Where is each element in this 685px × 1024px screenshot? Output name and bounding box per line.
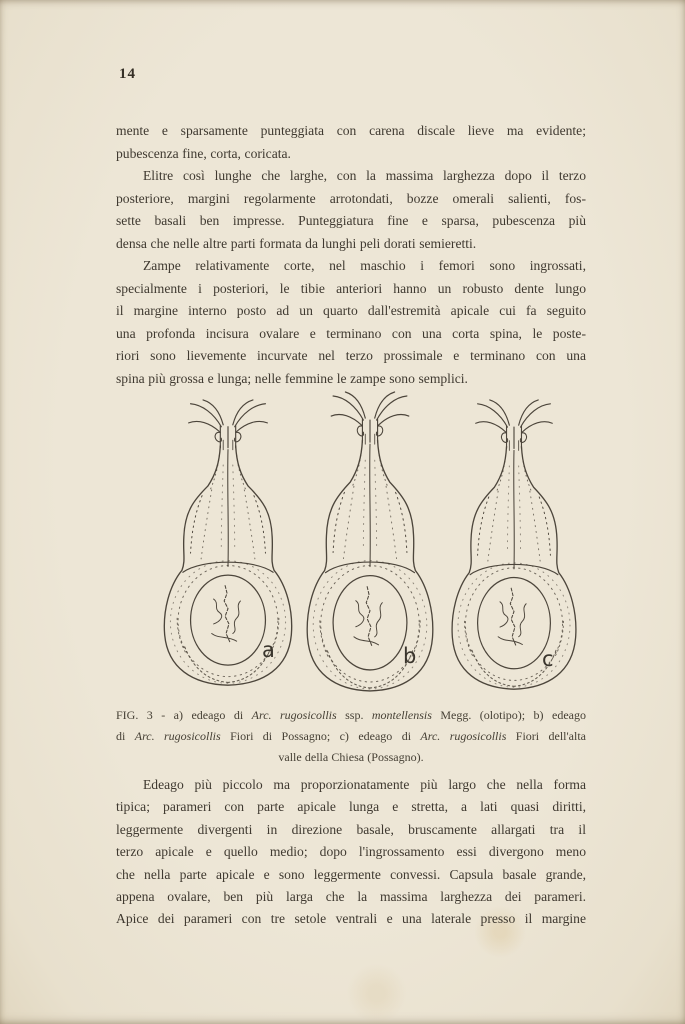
text-line: leggermente divergenti in direzione basale, bruscamente allargati tra il: [116, 821, 586, 837]
figure-label-b: b: [403, 644, 417, 668]
text-line: posteriore, margini regolarmente arrotondati, bozze omerali salienti, fos-: [116, 190, 586, 206]
body-text-lower: [116, 774, 586, 931]
text-line: Apice dei parameri con tre setole ventrali e una laterale presso il margine: [116, 911, 586, 927]
figure-3: [0, 390, 685, 706]
caption-line: FIG. 3 - a) edeago di Arc. rugosicollis ssp. montellensis Megg. (olotipo); b) edeago: [116, 708, 586, 722]
paragraph-2: [116, 165, 586, 255]
paragraph-3: [116, 255, 586, 390]
body-text-upper: [116, 120, 586, 390]
page-number: 14: [119, 66, 136, 82]
figure-caption: [116, 705, 586, 768]
text-line: sette basali ben impresse. Punteggiatura fine e sparsa, pubescenza più: [116, 213, 586, 228]
text-line: specialmente i posteriori, le tibie anteriori hanno un robusto dente lungo: [116, 280, 586, 296]
text-line: che nella parte apicale e sono leggermente convessi. Capsula basale grande,: [116, 866, 586, 882]
caption-line: di Arc. rugosicollis Fiori di Possagno; c) edeago di Arc. rugosicollis Fiori dell'alta: [116, 729, 586, 743]
text-line: mente e sparsamente punteggiata con carena discale lieve ma evidente;: [116, 123, 586, 138]
text-line: tipica; parameri con parte apicale lunga e stretta, a lati quasi diritti,: [116, 799, 586, 815]
caption-line: valle della Chiesa (Possagno).: [278, 750, 424, 764]
aedeagus-drawing-c: [444, 398, 584, 694]
text-line: riori sono lievemente incurvate nel terzo prossimale e terminano con una: [116, 348, 586, 363]
text-line: pubescenza fine, corta, coricata.: [116, 145, 291, 161]
text-line: Elitre così lunghe che larghe, con la massima larghezza dopo il terzo: [143, 168, 586, 183]
text-line: Zampe relativamente corte, nel maschio i femori sono ingrossati,: [143, 258, 586, 273]
text-line: terzo apicale e quello medio; dopo l'ingrossamento essi divergono meno: [116, 844, 586, 860]
paragraph-4: [116, 774, 586, 931]
aedeagus-drawing-b: [299, 390, 441, 696]
paragraph-1: [116, 120, 586, 165]
text-line: il margine interno posto ad un quarto dall'estremità apicale cui fa seguito: [116, 303, 586, 318]
text-line: spina più grossa e lunga; nelle femmine le zampe sono semplici.: [116, 370, 468, 386]
text-line: densa che nelle altre parti formata da lunghi peli dorati semieretti.: [116, 235, 477, 251]
text-line: appena ovalare, ben più larga che la massima larghezza dei parameri.: [116, 889, 586, 905]
text-line: una profonda incisura ovalare e terminano con una corta spina, le poste-: [116, 325, 586, 341]
text-line: Edeago più piccolo ma proporzionatamente più largo che nella forma: [143, 777, 586, 792]
figure-label-a: a: [262, 638, 275, 662]
figure-label-c: c: [542, 647, 554, 671]
aedeagus-drawing-a: [156, 398, 300, 690]
